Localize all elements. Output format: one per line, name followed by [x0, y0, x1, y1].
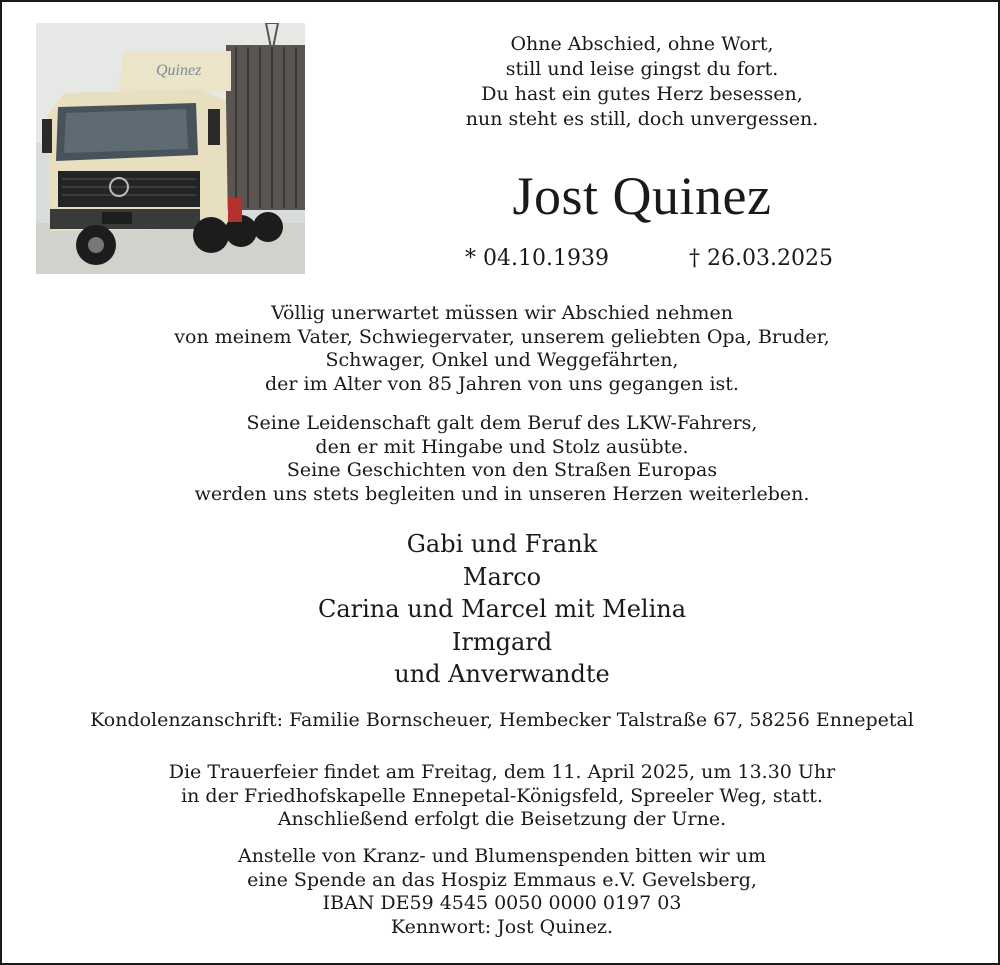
family-member: Gabi und Frank: [406, 530, 598, 558]
condolence-address: [2, 709, 1000, 733]
donation-line: Kennwort: Jost Quinez.: [390, 916, 614, 939]
truck-photo: [36, 23, 305, 274]
passion-line: Seine Geschichten von den Straßen Europas: [286, 459, 718, 482]
poem-line: Ohne Abschied, ohne Wort,: [510, 33, 774, 55]
passion-line: den er mit Hingabe und Stolz ausübte.: [315, 435, 689, 458]
donation-line: Anstelle von Kranz- und Blumenspenden bitten wir um: [237, 845, 767, 867]
intro-text: [2, 302, 1000, 397]
poem-line: nun steht es still, doch unvergessen.: [465, 108, 819, 130]
birth-date: * 04.10.1939: [465, 246, 609, 271]
donation-line: eine Spende an das Hospiz Emmaus e.V. Gevelsberg,: [247, 868, 757, 891]
address-line: Kondolenzanschrift: Familie Bornscheuer, Hembecker Talstraße 67, 58256 Ennepetal: [90, 709, 914, 731]
family-member: Marco: [462, 562, 542, 591]
family-member: Carina und Marcel mit Melina: [317, 595, 687, 624]
family-list: [2, 528, 1000, 691]
service-line: in der Friedhofskapelle Ennepetal-Königsfeld, Spreeler Weg, statt.: [181, 784, 823, 807]
passion-text: [2, 412, 1000, 507]
service-line: Anschließend erfolgt die Beisetzung der Urne.: [277, 808, 727, 831]
intro-line: Schwager, Onkel und Weggefährten,: [325, 349, 679, 372]
family-member: und Anverwandte: [394, 660, 610, 689]
poem-line: Du hast ein gutes Herz besessen,: [481, 83, 803, 105]
donation-info: [2, 845, 1000, 940]
truck-icon: [36, 23, 305, 274]
svg-text:Quinez: Quinez: [156, 62, 202, 79]
intro-line: Völlig unerwartet müssen wir Abschied nehmen: [271, 302, 733, 324]
poem-line: still und leise gingst du fort.: [505, 58, 779, 80]
donation-line: IBAN DE59 4545 0050 0000 0197 03: [322, 892, 682, 915]
deceased-name: Jost Quinez: [512, 166, 772, 226]
passion-line: Seine Leidenschaft galt dem Beruf des LKW-Fahrers,: [246, 412, 758, 434]
poem: [392, 32, 892, 132]
service-line: Die Trauerfeier findet am Freitag, dem 11. April 2025, um 13.30 Uhr: [168, 761, 836, 783]
funeral-service-info: [2, 761, 1000, 832]
intro-line: von meinem Vater, Schwiegervater, unserem geliebten Opa, Bruder,: [174, 325, 830, 348]
passion-line: werden uns stets begleiten und in unseren Herzen weiterleben.: [194, 483, 810, 506]
family-member: Irmgard: [451, 627, 553, 656]
death-date: † 26.03.2025: [689, 246, 833, 271]
intro-line: der im Alter von 85 Jahren von uns gegangen ist.: [265, 373, 739, 396]
